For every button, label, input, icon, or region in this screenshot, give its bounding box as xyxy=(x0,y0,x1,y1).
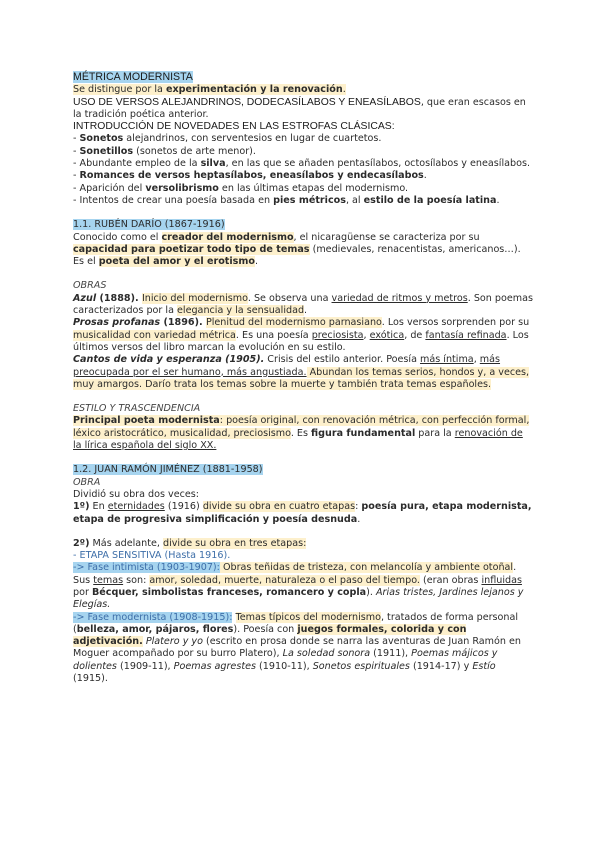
jimenez-division-1: 1º) En eternidades (1916) divide su obra en cuatro etapas: poesía pura, etapa modernista, etapa de progresiva simplificación y poesía desnuda. xyxy=(73,501,532,525)
dario-obra-prosas: Prosas profanas (1896). Plenitud del modernismo parnasiano. Los versos sorprenden por su musicalidad con variedad métrica. Es una poesía preciosista, exótica, de fantasía refinada. Los últimos versos del libro marcan la evolución en su estilo. xyxy=(73,317,530,353)
dario-intro: Conocido como el creador del modernismo, el nicaragüense se caracteriza por su capacidad para poetizar todo tipo de temas (medievales, renacentistas, americanos…). Es el poeta del amor y el erotismo. xyxy=(73,231,521,268)
metrica-paragraph-1: Se distingue por la experimentación y la renovación. xyxy=(73,84,346,96)
jimenez-fase-modernista: -> Fase modernista (1908-1915): Temas típicos del modernismo, tratados de forma personal (belleza, amor, pájaros, flores). Poesía con juegos formales, colorida y con adjetivación. Platero y yo (escrito en prosa donde se narra las aventuras de Juan Ramón en Moguer acompañado por su burro Platero), La soledad sonora (1911), Poemas májicos y dolientes (1909-11), Poemas agrestes (1910-11), Sonetos espirituales (1914-17) y Estío (1915). xyxy=(73,611,522,685)
metrica-bullet-versolibrismo: - Aparición del versolibrismo en las últimas etapas del modernismo. xyxy=(73,182,409,194)
dario-obras-heading: OBRAS xyxy=(73,280,107,292)
jimenez-division-2: 2º) Más adelante, divide su obra en tres etapas: xyxy=(73,537,307,549)
jimenez-fase-intimista: -> Fase intimista (1903-1907): Obras teñidas de tristeza, con melancolía y ambiente otoñal. Sus temas son: amor, soledad, muerte, naturaleza o el paso del tiempo. (eran obras influidas por Bécquer, simbolistas franceses, romancero y copla). Arias tristes, Jardines lejanos y Elegías. xyxy=(73,562,524,611)
metrica-paragraph-3: INTRODUCCIÓN DE NOVEDADES EN LAS ESTROFAS CLÁSICAS: xyxy=(73,121,395,133)
dario-obra-azul: Azul (1888). Inicio del modernismo. Se observa una variedad de ritmos y metros. Son poemas caracterizados por la elegancia y la sensualidad. xyxy=(73,292,533,317)
dario-estilo-heading: ESTILO Y TRASCENDENCIA xyxy=(73,403,201,415)
metrica-bullet-pies-metricos: - Intentos de crear una poesía basada en pies métricos, al estilo de la poesía latina. xyxy=(73,194,500,206)
metrica-bullet-sonetillos: - Sonetillos (sonetos de arte menor). xyxy=(73,145,256,157)
jimenez-dividio: Dividió su obra dos veces: xyxy=(73,488,200,500)
jimenez-obra-heading: OBRA xyxy=(73,476,101,488)
section-title-jimenez: 1.2. JUAN RAMÓN JIMÉNEZ (1881-1958) xyxy=(73,464,263,476)
dario-estilo: Principal poeta modernista: poesía original, con renovación métrica, con perfección formal, léxico aristocrático, musicalidad, preciosismo. Es figura fundamental para la renovación de la lírica española del siglo XX. xyxy=(73,415,530,452)
dario-obra-cantos: Cantos de vida y esperanza (1905). Crisis del estilo anterior. Poesía más íntima, más preocupada por el ser humano, más angustiada. Abundan los temas serios, hondos y, a veces, muy amargos. Darío trata los temas sobre la muerte y también trata temas españoles. xyxy=(73,354,530,390)
metrica-bullet-sonetos: - Sonetos alejandrinos, con serventesios en lugar de cuartetos. xyxy=(73,133,382,145)
section-title-metrica: MÉTRICA MODERNISTA xyxy=(73,71,193,83)
metrica-paragraph-2: USO DE VERSOS ALEJANDRINOS, DODECASÍLABOS Y ENEASÍLABOS, que eran escasos en la tradición poética anterior. xyxy=(73,96,526,120)
document-page xyxy=(73,71,533,685)
metrica-bullet-silva: - Abundante empleo de la silva, en las que se añaden pentasílabos, octosílabos y eneasílabos. xyxy=(73,158,531,170)
metrica-bullet-romances: - Romances de versos heptasílabos, eneasílabos y endecasílabos. xyxy=(73,170,427,182)
section-title-dario: 1.1. RUBÉN DARÍO (1867-1916) xyxy=(73,219,225,231)
jimenez-etapa-sensitiva: - ETAPA SENSITIVA (Hasta 1916). xyxy=(73,550,231,562)
